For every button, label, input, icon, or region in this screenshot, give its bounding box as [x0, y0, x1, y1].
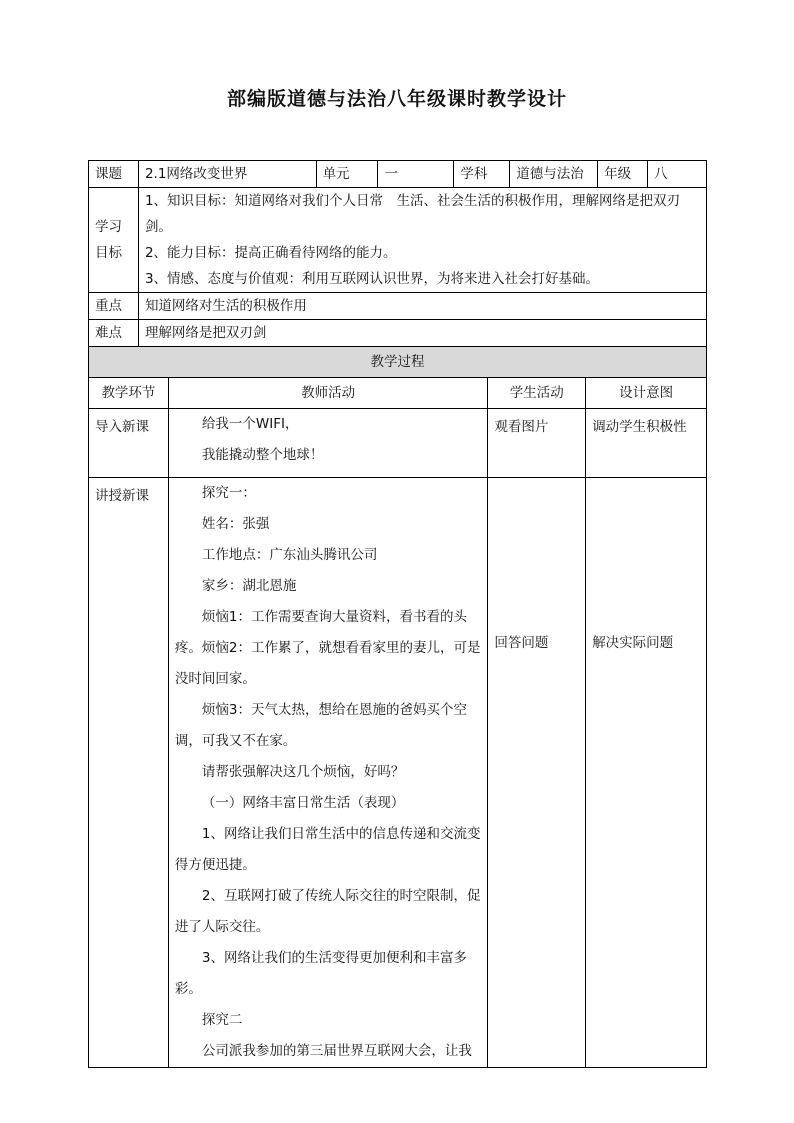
lecture-teacher [168, 478, 487, 1068]
difficulty-label: 难点 [89, 320, 139, 347]
key-point-row [89, 293, 707, 320]
lecture-teacher-line: 烦恼3：天气太热，想给在恩施的爸妈买个空调，可我又不在家。 [174, 702, 467, 749]
intro-teacher-line: 给我一个WIFI， [201, 416, 299, 432]
objectives-label-line2: 目标 [95, 245, 122, 261]
process-heading: 教学过程 [89, 347, 707, 378]
lecture-teacher-line: 请帮张强解决这几个烦恼，好吗？ [201, 764, 405, 780]
intro-teacher-line: 我能撬动整个地球！ [201, 447, 324, 463]
grade-value: 八 [648, 161, 707, 188]
lecture-stage: 讲授新课 [89, 478, 169, 1068]
lecture-teacher-line: 探究二 [201, 1012, 243, 1028]
objective-knowledge: 1、知识目标：知道网络对我们个人日常 生活、社会生活的积极作用，理解网络是把双刃剑。 [144, 193, 681, 235]
intro-stage: 导入新课 [89, 409, 169, 478]
lecture-intent: 解决实际问题 [586, 478, 707, 1068]
process-heading-row [89, 347, 707, 378]
column-intent: 设计意图 [586, 378, 707, 409]
difficulty-value: 理解网络是把双刃剑 [138, 320, 706, 347]
key-point-label: 重点 [89, 293, 139, 320]
unit-label: 单元 [316, 161, 378, 188]
lecture-teacher-line: 公司派我参加的第三届世界互联网大会，让我 [201, 1043, 472, 1059]
grade-label: 年级 [598, 161, 648, 188]
column-teacher: 教师活动 [168, 378, 487, 409]
lesson-info-table [88, 160, 707, 347]
objectives-label-line1: 学习 [95, 219, 122, 235]
document-title: 部编版道德与法治八年级课时教学设计 [226, 88, 567, 110]
objective-ability: 2、能力目标：提高正确看待网络的能力。 [144, 245, 397, 261]
lecture-student: 回答问题 [488, 478, 586, 1068]
topic-value: 2.1网络改变世界 [138, 161, 316, 188]
lecture-teacher-line: 1、网络让我们日常生活中的信息传递和交流变得方便迅捷。 [174, 826, 481, 873]
lecture-row [89, 478, 707, 1068]
difficulty-row [89, 320, 707, 347]
intro-row [89, 409, 707, 478]
lecture-teacher-line: 烦恼1：工作需要查询大量资料，看书看的头疼。烦恼2：工作累了，就想看看家里的妻儿，可是没时间回家。 [174, 609, 481, 687]
lecture-teacher-line: 探究一： [201, 485, 256, 501]
topic-label: 课题 [89, 161, 139, 188]
column-stage: 教学环节 [89, 378, 169, 409]
lecture-teacher-line: 2、互联网打破了传统人际交往的时空限制，促进了人际交往。 [174, 888, 481, 935]
header-row [89, 161, 707, 188]
unit-value: 一 [378, 161, 454, 188]
lecture-teacher-line: 姓名：张强 [201, 516, 270, 532]
lecture-teacher-line: （一）网络丰富日常生活（表现） [201, 795, 405, 811]
subject-label: 学科 [454, 161, 510, 188]
intro-student: 观看图片 [488, 409, 586, 478]
lecture-teacher-line: 工作地点：广东汕头腾讯公司 [201, 547, 378, 563]
process-columns-row [89, 378, 707, 409]
objectives-row [89, 188, 707, 293]
key-point-value: 知道网络对生活的积极作用 [138, 293, 706, 320]
lecture-teacher-line: 3、网络让我们的生活变得更加便利和丰富多彩。 [174, 950, 467, 997]
intro-teacher [168, 409, 487, 478]
intro-intent: 调动学生积极性 [586, 409, 707, 478]
lecture-teacher-line: 家乡：湖北恩施 [201, 578, 297, 594]
objectives-label [89, 188, 139, 293]
objectives-content [138, 188, 706, 293]
column-student: 学生活动 [488, 378, 586, 409]
teaching-process-table [88, 346, 707, 1068]
objective-attitude: 3、情感、态度与价值观：利用互联网认识世界，为将来进入社会打好基础。 [144, 271, 600, 287]
subject-value: 道德与法治 [510, 161, 598, 188]
